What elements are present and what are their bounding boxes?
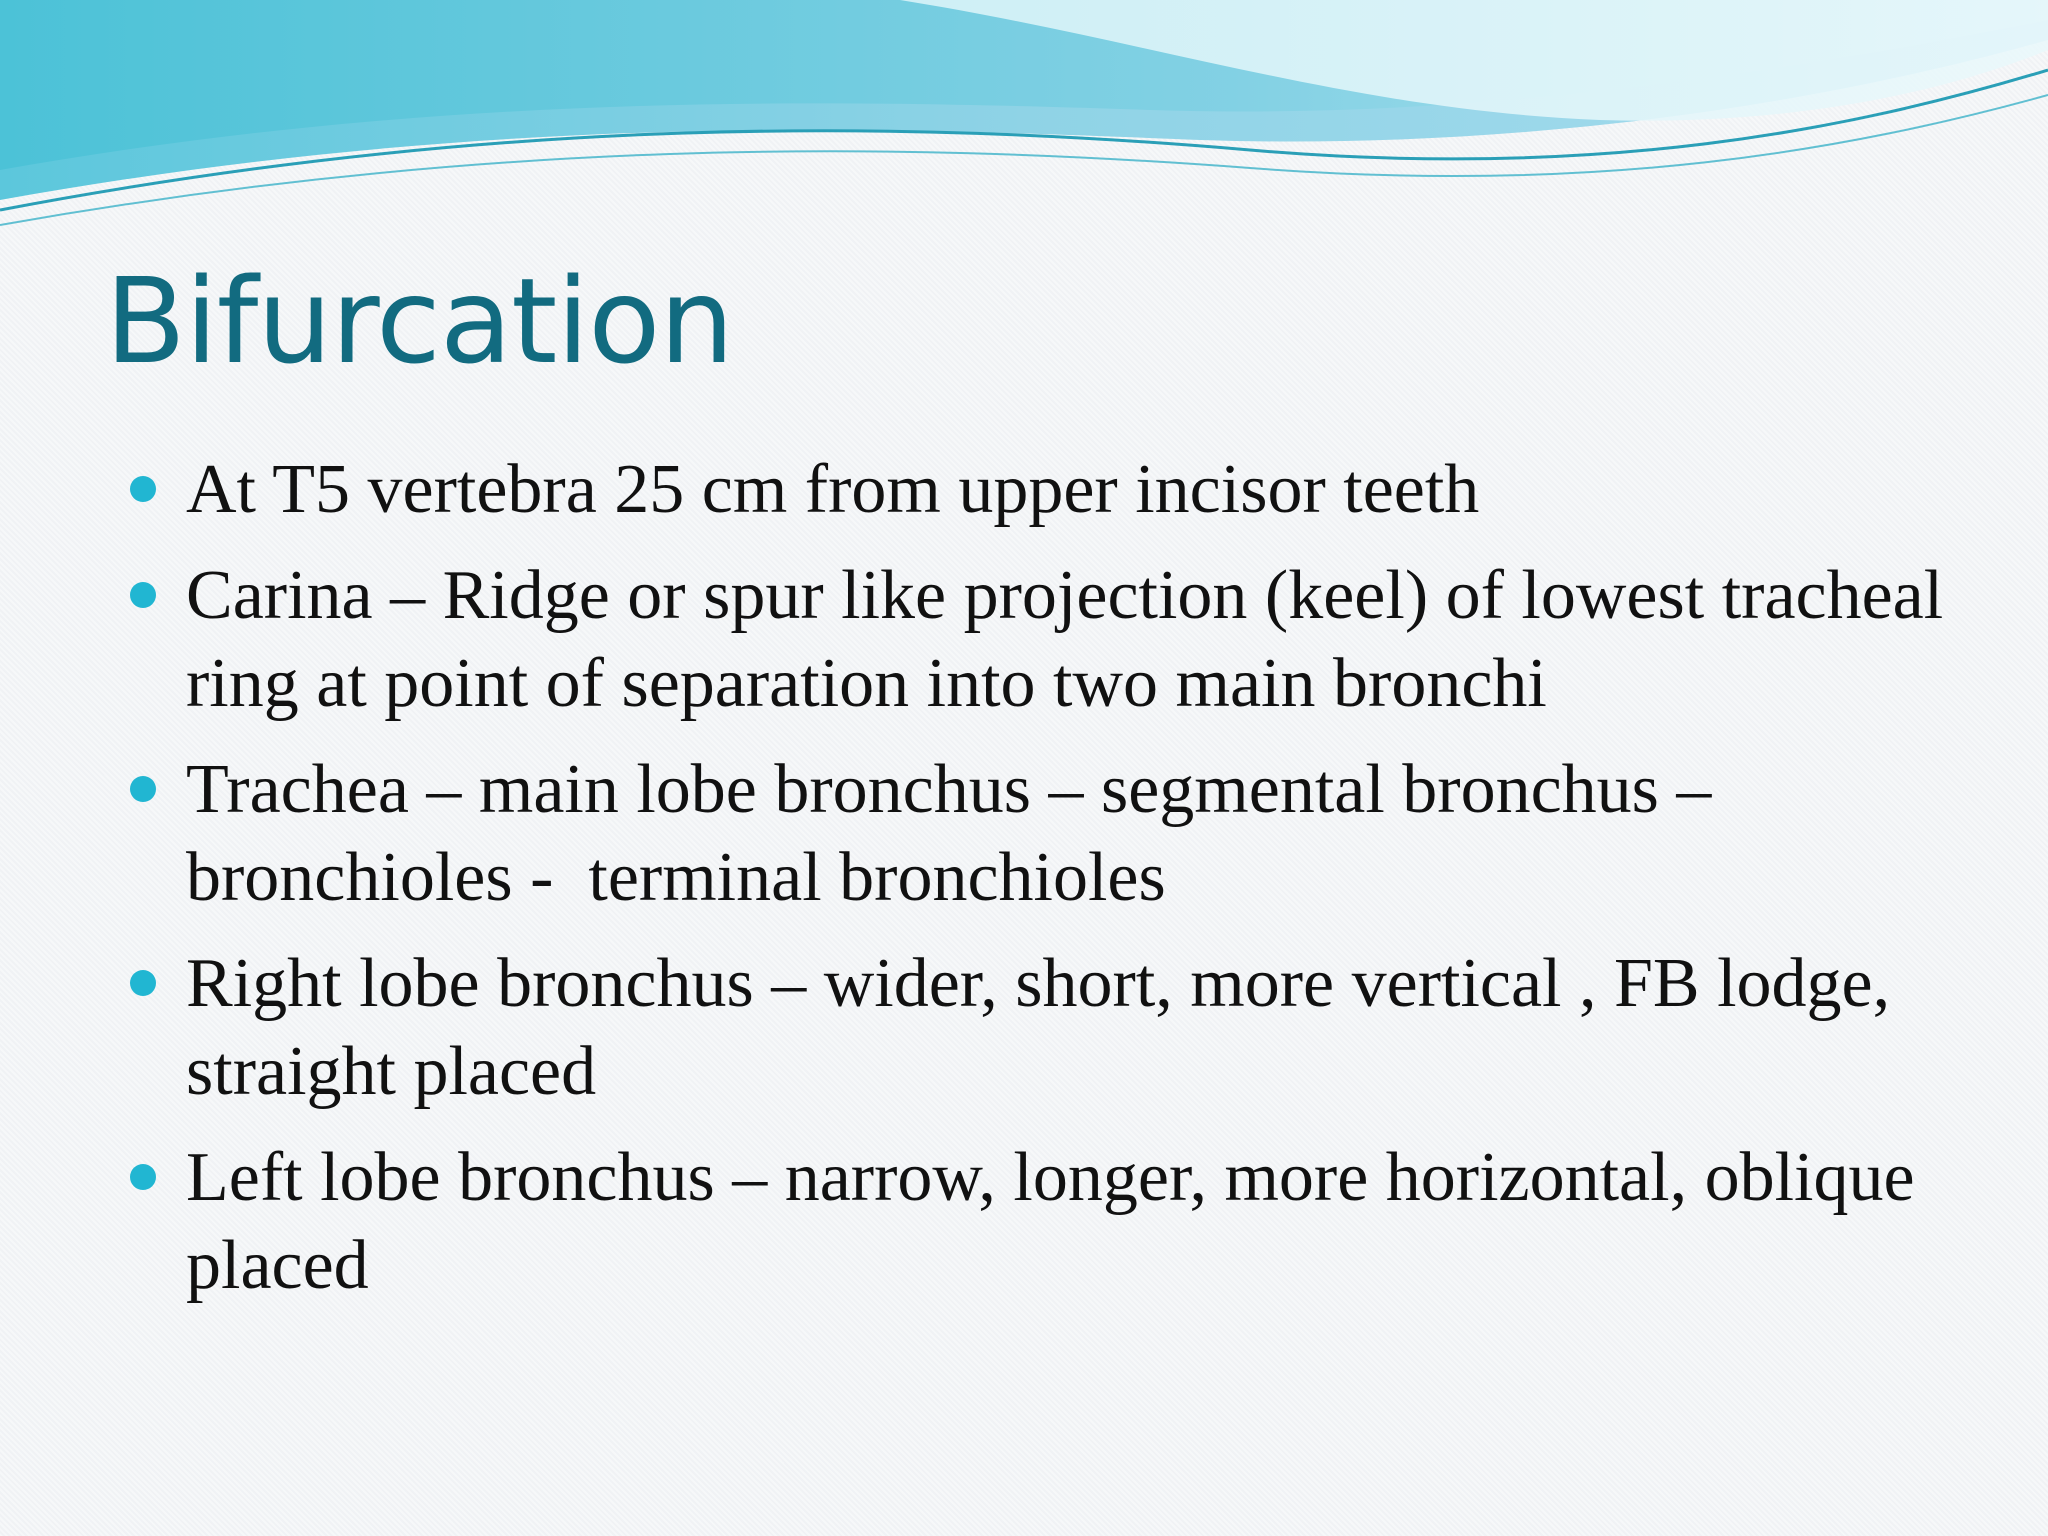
bullet-icon (130, 476, 156, 502)
bullet-item (124, 940, 2004, 1116)
bullet-icon (130, 970, 156, 996)
bullet-text: Trachea – main lobe bronchus – segmental bronchus – bronchioles - terminal bronchioles (186, 751, 1729, 916)
bullet-list (124, 446, 2004, 1328)
bullet-item (124, 446, 2004, 534)
bullet-icon (130, 582, 156, 608)
bullet-text: At T5 vertebra 25 cm from upper incisor teeth (186, 451, 1480, 528)
bullet-icon (130, 776, 156, 802)
header-wave-decoration (0, 0, 2048, 240)
slide-title: Bifurcation (105, 252, 734, 390)
bullet-item (124, 746, 2004, 922)
bullet-text: Right lobe bronchus – wider, short, more vertical , FB lodge, straight placed (186, 945, 1908, 1110)
bullet-item (124, 1134, 2004, 1310)
bullet-icon (130, 1164, 156, 1190)
bullet-text: Left lobe bronchus – narrow, longer, more horizontal, oblique placed (186, 1139, 1933, 1304)
bullet-item (124, 552, 2004, 728)
bullet-text: Carina – Ridge or spur like projection (keel) of lowest tracheal ring at point of separation into two main bronchi (186, 557, 1961, 722)
